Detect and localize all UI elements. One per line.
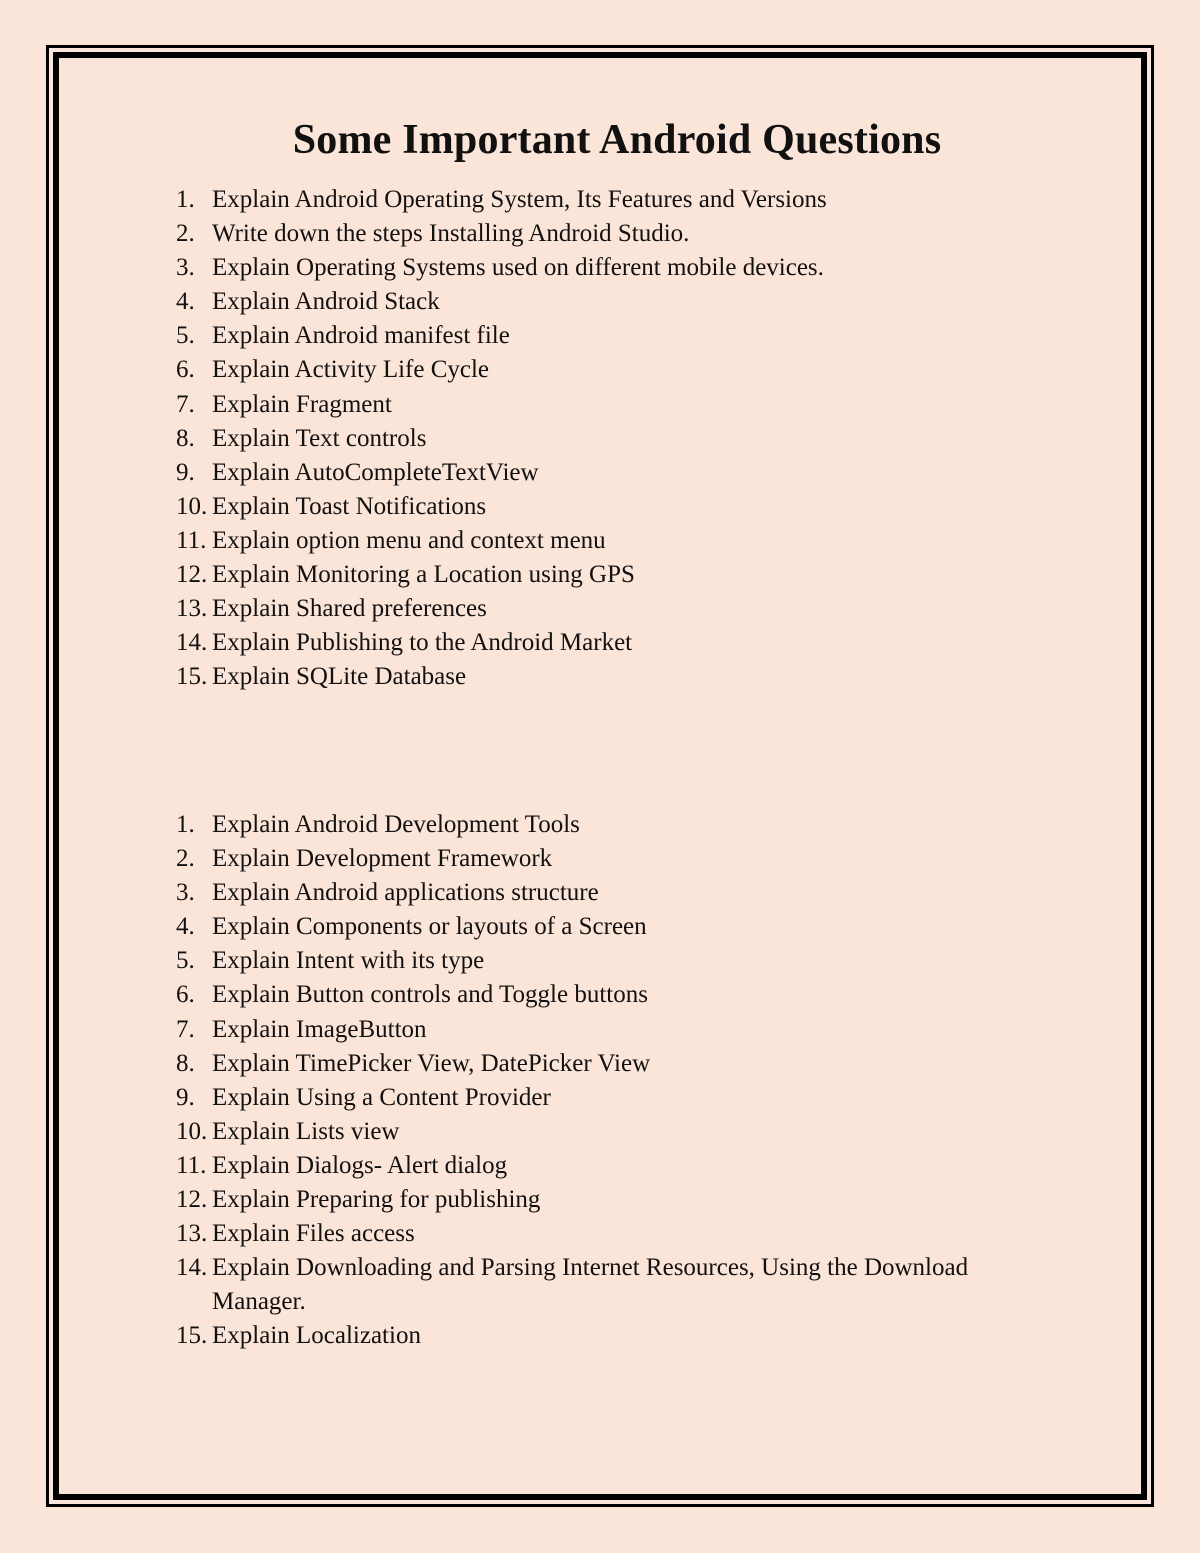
question-text: Explain ImageButton: [212, 1015, 427, 1043]
question-number: 13.: [176, 1220, 208, 1248]
question-number: 11.: [176, 526, 207, 554]
question-item: [176, 1115, 1076, 1149]
question-item: [176, 558, 1076, 592]
question-item: [176, 626, 1076, 660]
question-number: 3.: [176, 254, 195, 282]
question-text: Explain Android Operating System, Its Features and Versions: [212, 186, 827, 213]
question-text: Explain Android Stack: [212, 288, 440, 316]
question-item: [176, 1149, 1076, 1183]
question-number: 4.: [176, 288, 195, 316]
question-text: Explain Shared preferences: [212, 595, 487, 623]
question-item: [176, 353, 1076, 387]
question-item: [176, 285, 1076, 319]
question-item: [176, 1183, 1076, 1217]
question-item: [176, 978, 1076, 1012]
question-text: Explain Files access: [212, 1220, 415, 1248]
question-number: 12.: [176, 561, 208, 589]
question-item: [176, 910, 1076, 944]
question-text: Explain Publishing to the Android Market: [212, 629, 633, 657]
question-text: Explain Preparing for publishing: [212, 1186, 541, 1214]
question-item: [176, 1081, 1076, 1115]
question-text: Explain Fragment: [212, 390, 392, 418]
question-number: 14.: [176, 629, 208, 657]
question-text: Explain Button controls and Toggle buttons: [212, 981, 648, 1009]
question-text: Explain Android applications structure: [212, 879, 599, 907]
question-number: 2.: [176, 220, 195, 248]
question-number: 13.: [176, 595, 208, 623]
question-number: 7.: [176, 1015, 195, 1043]
question-item: [176, 1319, 1076, 1353]
question-number: 8.: [176, 424, 195, 452]
question-item: [176, 1217, 1076, 1251]
question-item: [176, 490, 1076, 524]
question-text: Explain Lists view: [212, 1117, 400, 1145]
question-number: 14.: [176, 1254, 208, 1282]
question-number: 10.: [176, 492, 208, 520]
question-item: [176, 524, 1076, 558]
question-item: [176, 944, 1076, 978]
question-number: 9.: [176, 1083, 195, 1111]
question-number: 7.: [176, 390, 195, 418]
question-text: Explain SQLite Database: [212, 663, 467, 691]
question-item: [176, 1251, 1076, 1319]
question-item: [176, 1013, 1076, 1047]
question-text: Explain Android manifest file: [212, 322, 510, 350]
question-item: [176, 217, 1076, 251]
question-list-2: [176, 808, 1076, 1354]
question-number: 15.: [176, 1322, 208, 1350]
question-number: 9.: [176, 458, 195, 486]
question-number: 4.: [176, 913, 195, 941]
question-text: Explain Activity Life Cycle: [212, 356, 490, 384]
question-item: [176, 183, 1076, 217]
question-number: 6.: [176, 356, 195, 384]
question-item: [176, 1047, 1076, 1081]
question-number: 2.: [176, 845, 195, 873]
question-text: Explain Android Development Tools: [212, 811, 580, 838]
question-number: 1.: [176, 811, 195, 838]
question-number: 15.: [176, 663, 208, 691]
question-item: [176, 592, 1076, 626]
question-number: 12.: [176, 1186, 208, 1214]
question-number: 5.: [176, 947, 195, 975]
question-text: Explain Downloading and Parsing Internet Resources, Using the Download Manager.: [212, 1254, 969, 1316]
question-item: [176, 456, 1076, 490]
question-text: Explain option menu and context menu: [212, 526, 606, 554]
question-text: Explain AutoCompleteTextView: [212, 458, 539, 486]
question-item: [176, 422, 1076, 456]
question-text: Explain TimePicker View, DatePicker View: [212, 1049, 651, 1077]
question-text: Explain Components or layouts of a Screen: [212, 913, 647, 941]
question-item: [176, 876, 1076, 910]
question-text: Explain Operating Systems used on different mobile devices.: [212, 254, 824, 282]
page-title: Some Important Android Questions: [292, 117, 942, 163]
question-text: Explain Using a Content Provider: [212, 1083, 551, 1111]
question-text: Explain Intent with its type: [212, 947, 485, 975]
question-text: Explain Localization: [212, 1322, 421, 1350]
question-text: Explain Dialogs- Alert dialog: [212, 1151, 508, 1179]
question-number: 11.: [176, 1151, 207, 1179]
question-text: Explain Monitoring a Location using GPS: [212, 561, 635, 589]
question-item: [176, 660, 1076, 694]
question-text: Explain Toast Notifications: [212, 492, 487, 520]
question-number: 1.: [176, 186, 195, 213]
question-text: Explain Text controls: [212, 424, 427, 452]
question-text: Explain Development Framework: [212, 845, 553, 873]
question-number: 3.: [176, 879, 195, 907]
question-text: Write down the steps Installing Android Studio.: [212, 220, 690, 248]
question-number: 6.: [176, 981, 195, 1009]
question-item: [176, 808, 1076, 842]
question-number: 8.: [176, 1049, 195, 1077]
question-item: [176, 388, 1076, 422]
question-item: [176, 842, 1076, 876]
question-number: 5.: [176, 322, 195, 350]
question-item: [176, 251, 1076, 285]
question-number: 10.: [176, 1117, 208, 1145]
question-item: [176, 319, 1076, 353]
question-list-1: [176, 183, 1076, 694]
